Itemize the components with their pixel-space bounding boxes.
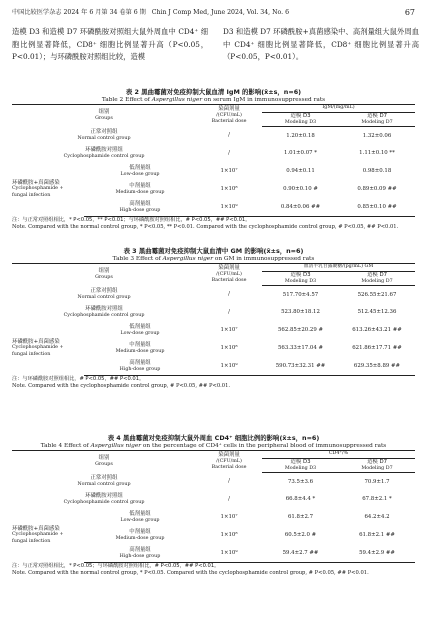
super-group-cn: 环磷酰胺+真菌感染 xyxy=(12,179,60,186)
group-name-cn: 中剂量组 xyxy=(129,342,151,349)
title-en-pre: Table 2 Effect of xyxy=(101,97,152,103)
col-header-group xyxy=(12,451,196,473)
d3-cell: 0.90±0.10 # xyxy=(283,186,318,193)
journal-citation xyxy=(12,6,289,20)
group-cell xyxy=(84,163,196,181)
group-name-en: Medium-dose group xyxy=(115,535,165,541)
title-en-post: on serum IgM in immunosuppressed rats xyxy=(202,97,326,103)
group-name-cn: 环磷酰胺对照组 xyxy=(85,493,123,500)
group-name-en: Normal control group xyxy=(77,294,131,300)
dose-header-cn: 染菌剂量 xyxy=(218,451,240,458)
super-group-cell xyxy=(12,322,84,376)
group-cell xyxy=(12,127,196,145)
table-note-cn: 注：与正常对照组相比，* P<0.05，** P<0.01；与环磷酰胺对照组相比，# P<0.05，## P<0.01。 xyxy=(12,217,251,224)
group-cell xyxy=(12,304,196,322)
group-cell xyxy=(84,340,196,358)
dose-cell: 1×10⁹ xyxy=(196,545,262,563)
table-2 xyxy=(12,88,415,231)
super-group-cn: 环磷酰胺+真菌感染 xyxy=(12,525,60,532)
body-column-left xyxy=(12,26,208,64)
table-row xyxy=(12,163,415,181)
d7-header-en: Modeling D7 xyxy=(361,465,393,471)
dose-header-cn: 染菌剂量 xyxy=(218,264,240,271)
d3-cell: 73.5±3.6 xyxy=(287,478,314,485)
group-name-cn: 正常对照组 xyxy=(90,288,118,295)
table-row xyxy=(12,491,415,509)
d3-header-en: Modeling D3 xyxy=(284,119,317,125)
group-name-en: Low-dose group xyxy=(120,171,160,177)
dose-cell: 1×10⁷ xyxy=(220,327,238,334)
title-en-pre: Table 3 Effect of xyxy=(112,256,163,262)
group-name-en: Medium-dose group xyxy=(115,348,165,354)
group-name-cn: 环磷酰胺对照组 xyxy=(85,306,123,313)
group-name-en: High-dose group xyxy=(119,553,161,559)
d3-cell: 1.01±0.07 * xyxy=(284,150,317,157)
title-en-species: Aspergillus niger xyxy=(90,443,142,449)
col-header-measure xyxy=(262,264,415,272)
group-name-en: High-dose group xyxy=(119,366,161,372)
d7-cell: 0.89±0.09 ## xyxy=(357,186,397,193)
d7-cell: 61.8±2.1 ## xyxy=(359,532,395,539)
group-cell xyxy=(12,145,196,163)
d3-cell: 0.94±0.11 xyxy=(286,168,315,175)
group-cell xyxy=(84,181,196,199)
d7-cell: 629.35±8.89 ## xyxy=(339,358,415,376)
d3-cell: 66.8±4.4 * xyxy=(285,496,316,503)
super-group-cell xyxy=(12,163,84,217)
d3-header-cn: 造模 D3 xyxy=(290,458,311,465)
title-en-post: on the percentage of CD4⁺ cells in the peripheral blood of immunosuppressed rats xyxy=(141,443,387,449)
group-cell xyxy=(84,509,196,527)
table-note xyxy=(12,217,415,231)
dose-cell: 1×10⁷ xyxy=(220,514,238,521)
group-cell xyxy=(84,545,196,563)
group-name-en: Cyclophosphamide control group xyxy=(63,153,145,159)
dose-cell: / xyxy=(228,309,230,316)
measure-header: IgM/(mg/mL) xyxy=(322,105,355,110)
col-header-dose xyxy=(196,451,262,473)
group-name-cn: 中剂量组 xyxy=(129,183,151,190)
dose-cell: / xyxy=(228,150,230,157)
d3-header-en: Modeling D3 xyxy=(284,465,317,471)
group-name-en: Normal control group xyxy=(77,135,131,141)
col-header-d7 xyxy=(339,271,415,286)
d7-cell: 70.9±1.7 xyxy=(364,478,390,485)
d7-cell: 64.2±4.2 xyxy=(364,514,390,521)
table-row xyxy=(12,304,415,322)
col-header-d7 xyxy=(339,458,415,473)
super-group-en-2: fungal infection xyxy=(12,539,51,545)
table-row xyxy=(12,473,415,491)
d7-header-en: Modeling D7 xyxy=(361,278,393,284)
dose-header-en: Bacterial dose xyxy=(211,119,247,125)
d7-header-cn: 造模 D7 xyxy=(366,112,388,119)
d7-cell: 512.45±12.36 xyxy=(357,309,397,316)
d3-cell: 517.70±4.57 xyxy=(282,291,319,298)
d7-cell: 613.26±43.21 ## xyxy=(352,327,402,334)
col-header-measure xyxy=(262,451,415,459)
group-cell xyxy=(12,286,196,304)
dose-cell: / xyxy=(228,496,230,503)
group-cell xyxy=(84,358,196,376)
group-name-en: Normal control group xyxy=(77,481,131,487)
col-header-group xyxy=(12,264,196,286)
group-name-cn: 高剂量组 xyxy=(129,200,151,207)
body-column-right xyxy=(223,26,419,64)
d7-header-en: Modeling D7 xyxy=(361,119,393,125)
group-name-en: Medium-dose group xyxy=(115,189,165,195)
table-note-cn: 注：与环磷酰胺对照组相比，# P<0.05，## P<0.01。 xyxy=(12,376,145,383)
col-header-d3 xyxy=(262,458,339,473)
d7-cell: 67.8±2.1 * xyxy=(362,496,392,503)
group-header-en: Groups xyxy=(95,274,113,280)
col-header-dose xyxy=(196,264,262,286)
dose-header-en: Bacterial dose xyxy=(211,465,247,471)
d3-cell: 59.4±2.7 ## xyxy=(262,545,339,563)
super-group-cell xyxy=(12,509,84,563)
d7-cell: 526.55±21.67 xyxy=(357,291,397,298)
group-name-en: Low-dose group xyxy=(120,517,160,523)
d7-cell: 621.86±17.71 ## xyxy=(352,345,402,352)
dose-header-unit: /(CFU/mL) xyxy=(216,271,242,277)
group-name-cn: 正常对照组 xyxy=(90,475,118,482)
d7-cell: 0.85±0.10 ## xyxy=(339,199,415,217)
page-number: 67 xyxy=(404,8,415,17)
table-note xyxy=(12,563,415,577)
paragraph-left: 造模 D3 和造模 D7 环磷酰胺对照组大鼠外周血中 CD4⁺ 细胞比例显著降低，CD8⁺ 细胞比例显著升高（P<0.05，P<0.01）；与环磷酰胺对照组比较，造模 xyxy=(12,27,208,62)
d7-cell: 0.98±0.18 xyxy=(362,168,392,175)
group-name-cn: 低剂量组 xyxy=(129,324,151,331)
col-header-d7 xyxy=(339,112,415,127)
table-row xyxy=(12,145,415,163)
d3-cell: 563.33±17.04 # xyxy=(277,345,324,352)
d3-header-cn: 造模 D3 xyxy=(290,271,311,278)
group-name-cn: 低剂量组 xyxy=(129,511,151,518)
dose-cell: 1×10⁷ xyxy=(220,168,238,175)
dose-cell: 1×10⁹ xyxy=(196,358,262,376)
col-header-dose xyxy=(196,105,262,127)
table-title-cn: 表 3 黑曲霉菌对免疫抑制大鼠血清中 GM 的影响(x̄±s，n=6) xyxy=(123,247,304,255)
table-title-en xyxy=(12,96,415,104)
dose-cell: / xyxy=(228,132,230,139)
data-table xyxy=(12,450,415,563)
paragraph-right: D3 和造模 D7 环磷酰胺+真菌感染中、高剂量组大鼠外周血中 CD4⁺ 细胞比例显著降低，CD8⁺ 细胞比例显著升高（P<0.05，P<0.01）。 xyxy=(223,27,419,62)
d3-cell: 523.80±18.12 xyxy=(281,309,320,316)
d3-cell: 590.73±32.31 ## xyxy=(262,358,339,376)
d7-cell: 1.11±0.10 ** xyxy=(359,150,395,157)
d7-cell: 1.32±0.06 xyxy=(362,132,392,139)
table-note xyxy=(12,376,415,390)
table-4 xyxy=(12,434,415,577)
group-name-en: Low-dose group xyxy=(120,330,160,336)
table-title-en xyxy=(12,255,415,263)
d3-cell: 61.8±2.7 xyxy=(287,514,314,521)
col-header-group xyxy=(12,105,196,127)
body-text xyxy=(12,26,419,84)
title-en-pre: Table 4 Effect of xyxy=(40,443,91,449)
dose-cell: / xyxy=(228,291,230,298)
table-3 xyxy=(12,247,415,390)
group-name-cn: 正常对照组 xyxy=(90,129,118,136)
journal-cn: 中国比较医学杂志 2024 年 6 月第 34 卷第 6 期 xyxy=(12,9,146,16)
group-cell xyxy=(12,473,196,491)
table-note-en: Note. Compared with the normal control group, * P<0.05. Compared with the cyclophosphamide control group, # P<0.05, ## P<0.01. xyxy=(12,570,369,577)
table-note-en: Note. Compared with the cyclophosphamide control group, # P<0.05, ## P<0.01. xyxy=(12,383,231,390)
group-header-en: Groups xyxy=(95,115,113,121)
dose-cell: / xyxy=(228,478,230,485)
table-title-en xyxy=(12,442,415,450)
table-row xyxy=(12,127,415,145)
group-header-cn: 组别 xyxy=(98,109,110,116)
title-en-species: Aspergillus niger xyxy=(151,97,203,103)
group-name-cn: 中剂量组 xyxy=(129,529,151,536)
group-cell xyxy=(84,527,196,545)
col-header-d3 xyxy=(262,112,339,127)
group-name-cn: 低剂量组 xyxy=(129,165,151,172)
d7-cell: 59.4±2.9 ## xyxy=(339,545,415,563)
super-group-cn: 环磷酰胺+真菌感染 xyxy=(12,338,60,345)
d3-cell: 562.85±20.29 # xyxy=(277,327,324,334)
group-header-cn: 组别 xyxy=(98,455,110,462)
d7-header-cn: 造模 D7 xyxy=(366,458,388,465)
group-header-cn: 组别 xyxy=(98,268,110,275)
col-header-measure xyxy=(262,105,415,113)
d7-header-cn: 造模 D7 xyxy=(366,271,388,278)
running-header xyxy=(12,6,415,20)
table-title-cn: 表 4 黑曲霉菌对免疫抑制大鼠外周血 CD4⁺ 细胞比例的影响(x̄±s，n=6) xyxy=(107,434,320,442)
dose-header-cn: 染菌剂量 xyxy=(218,105,240,112)
group-cell xyxy=(12,491,196,509)
title-en-species: Aspergillus niger xyxy=(162,256,213,262)
d3-header-cn: 造模 D3 xyxy=(290,112,311,119)
data-table xyxy=(12,263,415,376)
super-group-en-1: Cyclophosphamide + xyxy=(12,186,64,192)
d3-cell: 1.20±0.18 xyxy=(286,132,315,139)
group-header-en: Groups xyxy=(95,461,113,467)
dose-header-unit: /(CFU/mL) xyxy=(216,112,242,118)
measure-header: CD4⁺/% xyxy=(328,451,349,456)
dose-header-unit: /(CFU/mL) xyxy=(216,458,242,464)
super-group-en-2: fungal infection xyxy=(12,193,51,199)
col-header-d3 xyxy=(262,271,339,286)
dose-cell: 1×10⁸ xyxy=(220,345,238,352)
table-title-cn: 表 2 黑曲霉菌对免疫抑制大鼠血清 IgM 的影响(x̄±s，n=6) xyxy=(125,88,302,96)
title-en-post: on GM in immunosuppressed rats xyxy=(212,256,315,262)
data-table xyxy=(12,104,415,217)
super-group-en-2: fungal infection xyxy=(12,352,51,358)
dose-cell: 1×10⁸ xyxy=(220,186,238,193)
d3-cell: 0.84±0.06 ## xyxy=(262,199,339,217)
table-row xyxy=(12,322,415,340)
d3-cell: 60.5±2.0 # xyxy=(284,532,317,539)
dose-cell: 1×10⁸ xyxy=(220,532,238,539)
dose-header-en: Bacterial dose xyxy=(211,278,247,284)
journal-en: Chin J Comp Med, June 2024, Vol. 34, No. 6 xyxy=(151,9,290,16)
group-cell xyxy=(84,322,196,340)
dose-cell: 1×10⁹ xyxy=(196,199,262,217)
super-group-en-1: Cyclophosphamide + xyxy=(12,532,64,538)
measure-header: 血清半乳甘露聚糖/(pg/mL) GM xyxy=(303,264,374,269)
group-cell xyxy=(84,199,196,217)
group-name-cn: 环磷酰胺对照组 xyxy=(85,147,123,154)
table-row xyxy=(12,286,415,304)
table-row xyxy=(12,509,415,527)
d3-header-en: Modeling D3 xyxy=(284,278,317,284)
table-note-en: Note. Compared with the normal control group, * P<0.05, ** P<0.01. Compared with the cyclophosphamide control group, # P<0.05, ## P<0.01. xyxy=(12,224,399,231)
group-name-en: High-dose group xyxy=(119,207,161,213)
group-name-cn: 高剂量组 xyxy=(129,359,151,366)
super-group-en-1: Cyclophosphamide + xyxy=(12,345,64,351)
table-note-cn: 注：与正常对照组相比，* P<0.05；与环磷酰胺对照组相比，# P<0.05，## P<0.01。 xyxy=(12,563,220,570)
group-name-en: Cyclophosphamide control group xyxy=(63,312,145,318)
group-name-cn: 高剂量组 xyxy=(129,546,151,553)
group-name-en: Cyclophosphamide control group xyxy=(63,499,145,505)
